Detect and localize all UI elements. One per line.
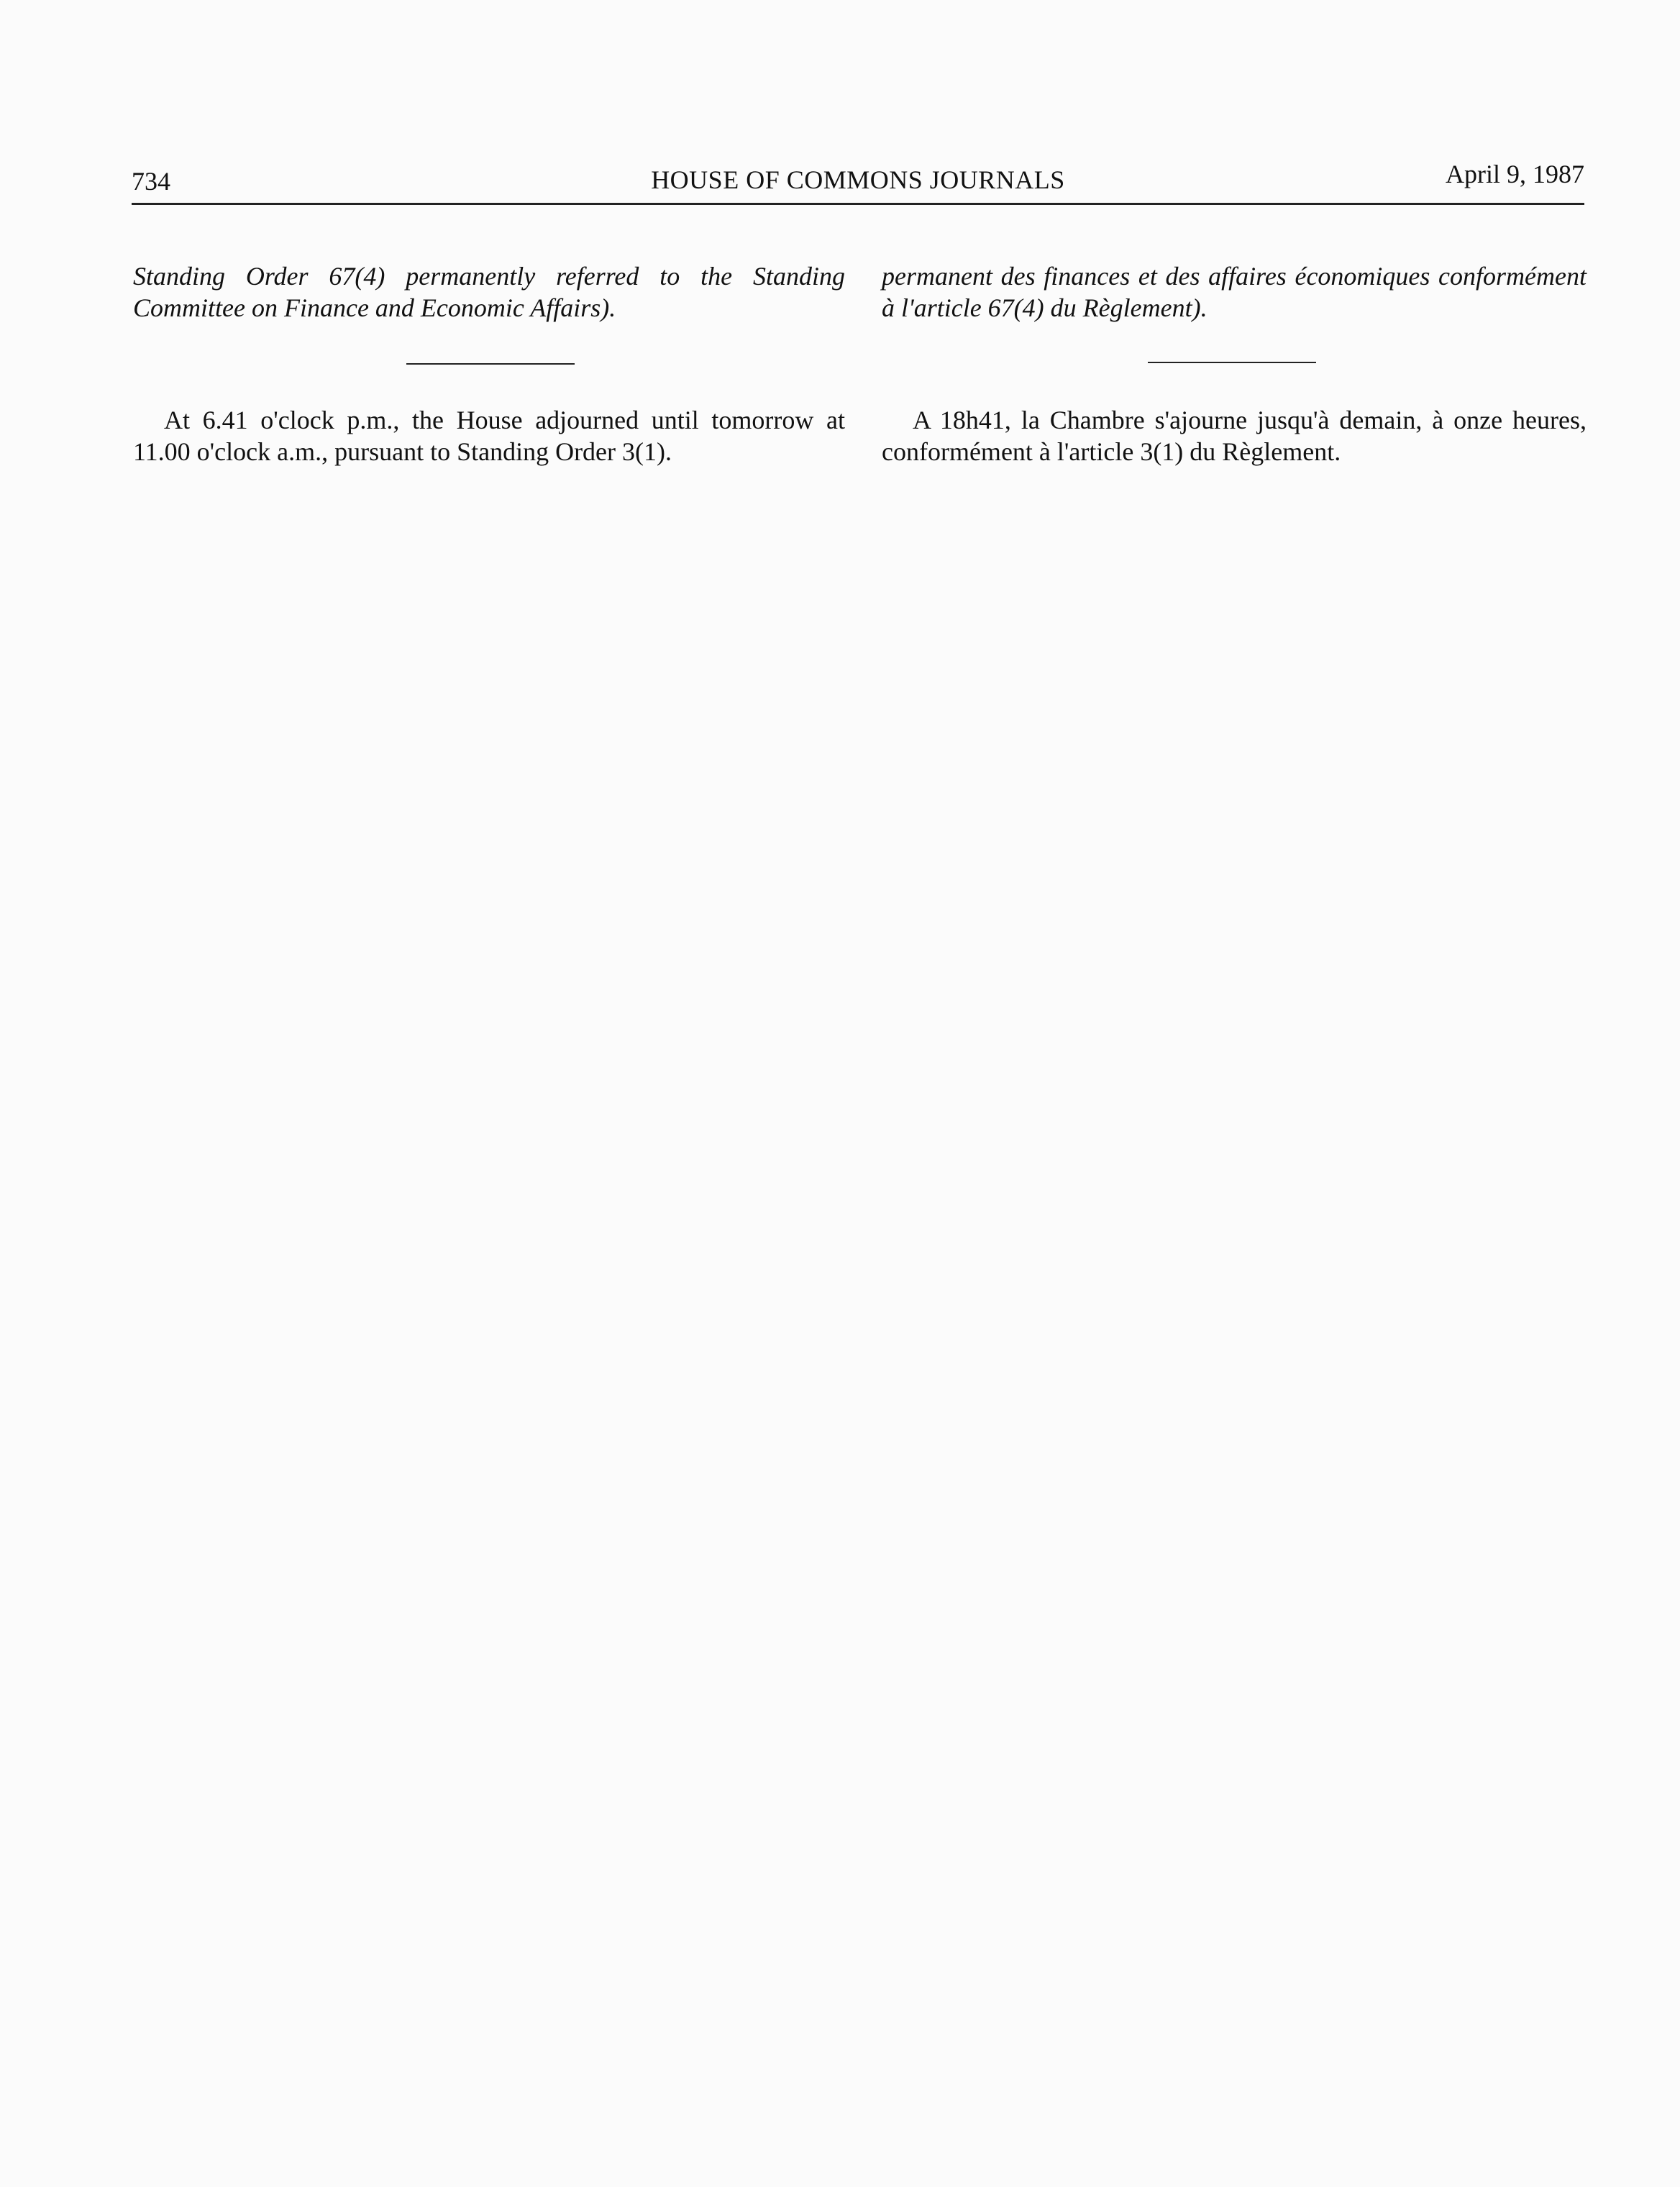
- running-head: [132, 160, 1584, 205]
- french-carryover-text: permanent des finances et des affaires économiques conformément à l'article 67(4) du Règlement).: [882, 262, 1587, 322]
- section-divider: [1148, 362, 1316, 363]
- journal-title: HOUSE OF COMMONS JOURNALS: [651, 165, 1065, 194]
- english-adjournment-text: At 6.41 o'clock p.m., the House adjourned until tomorrow at 11.00 o'clock a.m., pursuant to Standing Order 3(1).: [133, 406, 845, 466]
- french-adjournment-text: A 18h41, la Chambre s'ajourne jusqu'à demain, à onze heures, conformément à l'article 3(1) du Règlement.: [882, 406, 1587, 466]
- english-column: [133, 260, 845, 467]
- english-carryover-text: Standing Order 67(4) permanently referred to the Standing Committee on Finance and Economic Affairs).: [133, 262, 845, 322]
- journal-date: April 9, 1987: [1446, 160, 1584, 188]
- page-number: 734: [132, 167, 170, 196]
- section-divider: [406, 363, 575, 365]
- french-column: [882, 260, 1587, 467]
